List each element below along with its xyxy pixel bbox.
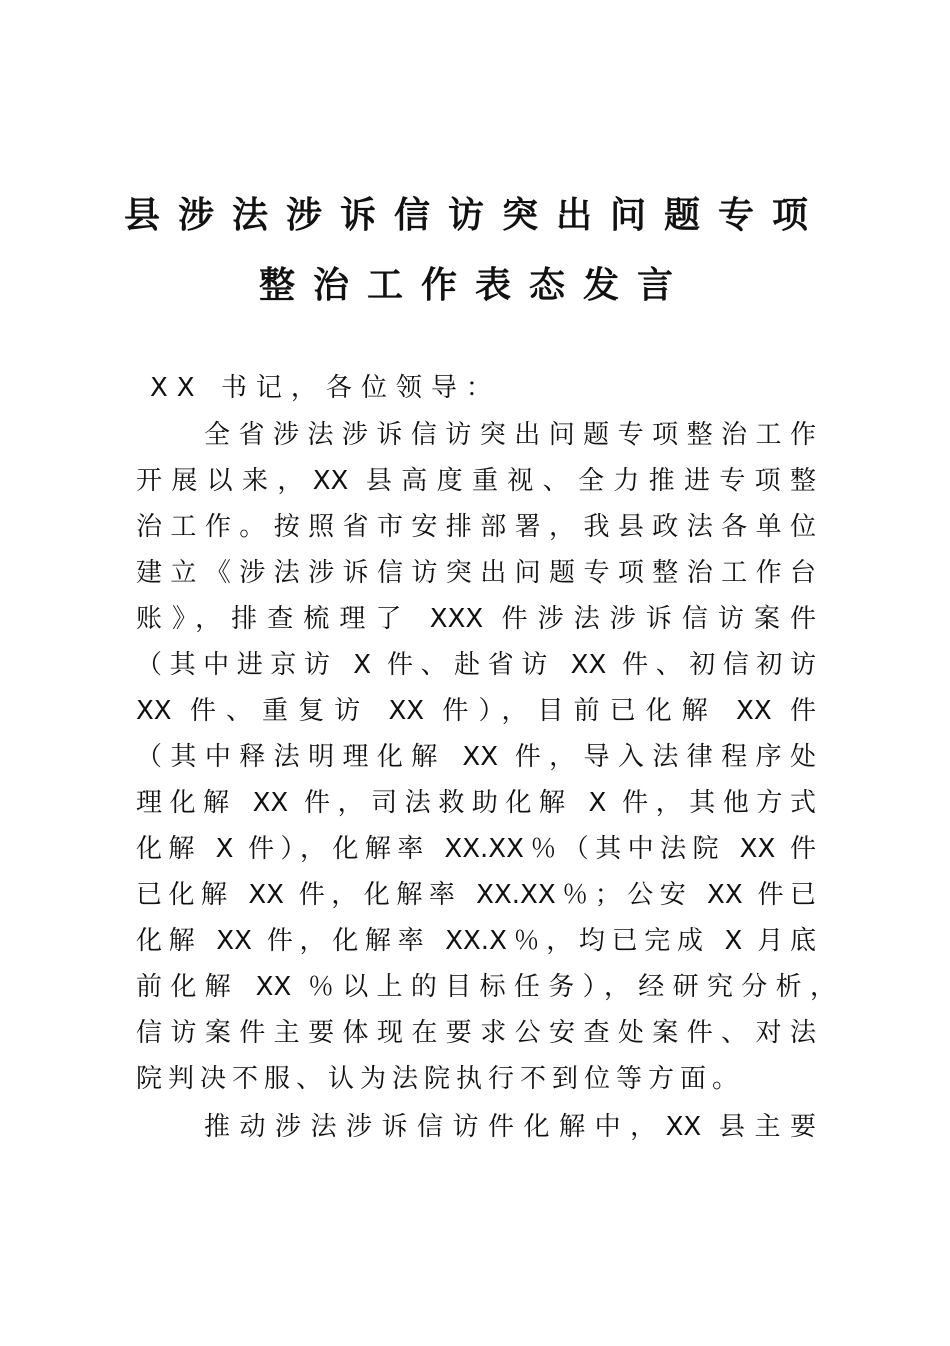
paragraph-1-line-8: （其中释法明理化解 XX 件，导入法律程序处 (136, 742, 816, 772)
document-title-line-2: 整治工作表态发言 (258, 265, 691, 306)
paragraph-1-line-15: 院判决不服、认为法院执行不到位等方面。 (136, 1064, 745, 1094)
paragraph-1-line-4: 建立《涉法涉诉信访突出问题专项整治工作台 (136, 558, 816, 588)
paragraph-1-line-14: 信访案件主要体现在要求公安查处案件、对法 (136, 1018, 816, 1048)
salutation: XX 书记，各位领导： (150, 373, 501, 403)
paragraph-1-line-10: 化解 X 件），化解率 XX.XX％（其中法院 XX 件 (136, 834, 816, 864)
paragraph-1-line-12: 化解 XX 件，化解率 XX.X％，均已完成 X 月底 (136, 926, 816, 956)
paragraph-2-line-1: 推动涉法涉诉信访件化解中，XX 县主要 (204, 1112, 816, 1142)
paragraph-1-line-3: 治工作。按照省市安排部署，我县政法各单位 (136, 512, 816, 542)
paragraph-1-line-11: 已化解 XX 件，化解率 XX.XX％；公安 XX 件已 (136, 880, 816, 910)
paragraph-1-line-13: 前化解 XX ％以上的目标任务），经研究分析， (136, 972, 836, 1002)
paragraph-1-line-2: 开展以来，XX 县高度重视、全力推进专项整 (136, 466, 816, 496)
paragraph-1-line-5: 账》，排查梳理了 XXX 件涉法涉诉信访案件 (136, 604, 816, 634)
document-title-line-1: 县涉法涉诉信访突出问题专项 (123, 195, 826, 236)
paragraph-1-line-1: 全省涉法涉诉信访突出问题专项整治工作 (204, 420, 816, 450)
paragraph-1-line-9: 理化解 XX 件，司法救助化解 X 件，其他方式 (136, 788, 816, 818)
paragraph-1-line-6: （其中进京访 X 件、赴省访 XX 件、初信初访 (136, 650, 816, 680)
paragraph-1-line-7: XX 件、重复访 XX 件），目前已化解 XX 件 (136, 696, 816, 726)
